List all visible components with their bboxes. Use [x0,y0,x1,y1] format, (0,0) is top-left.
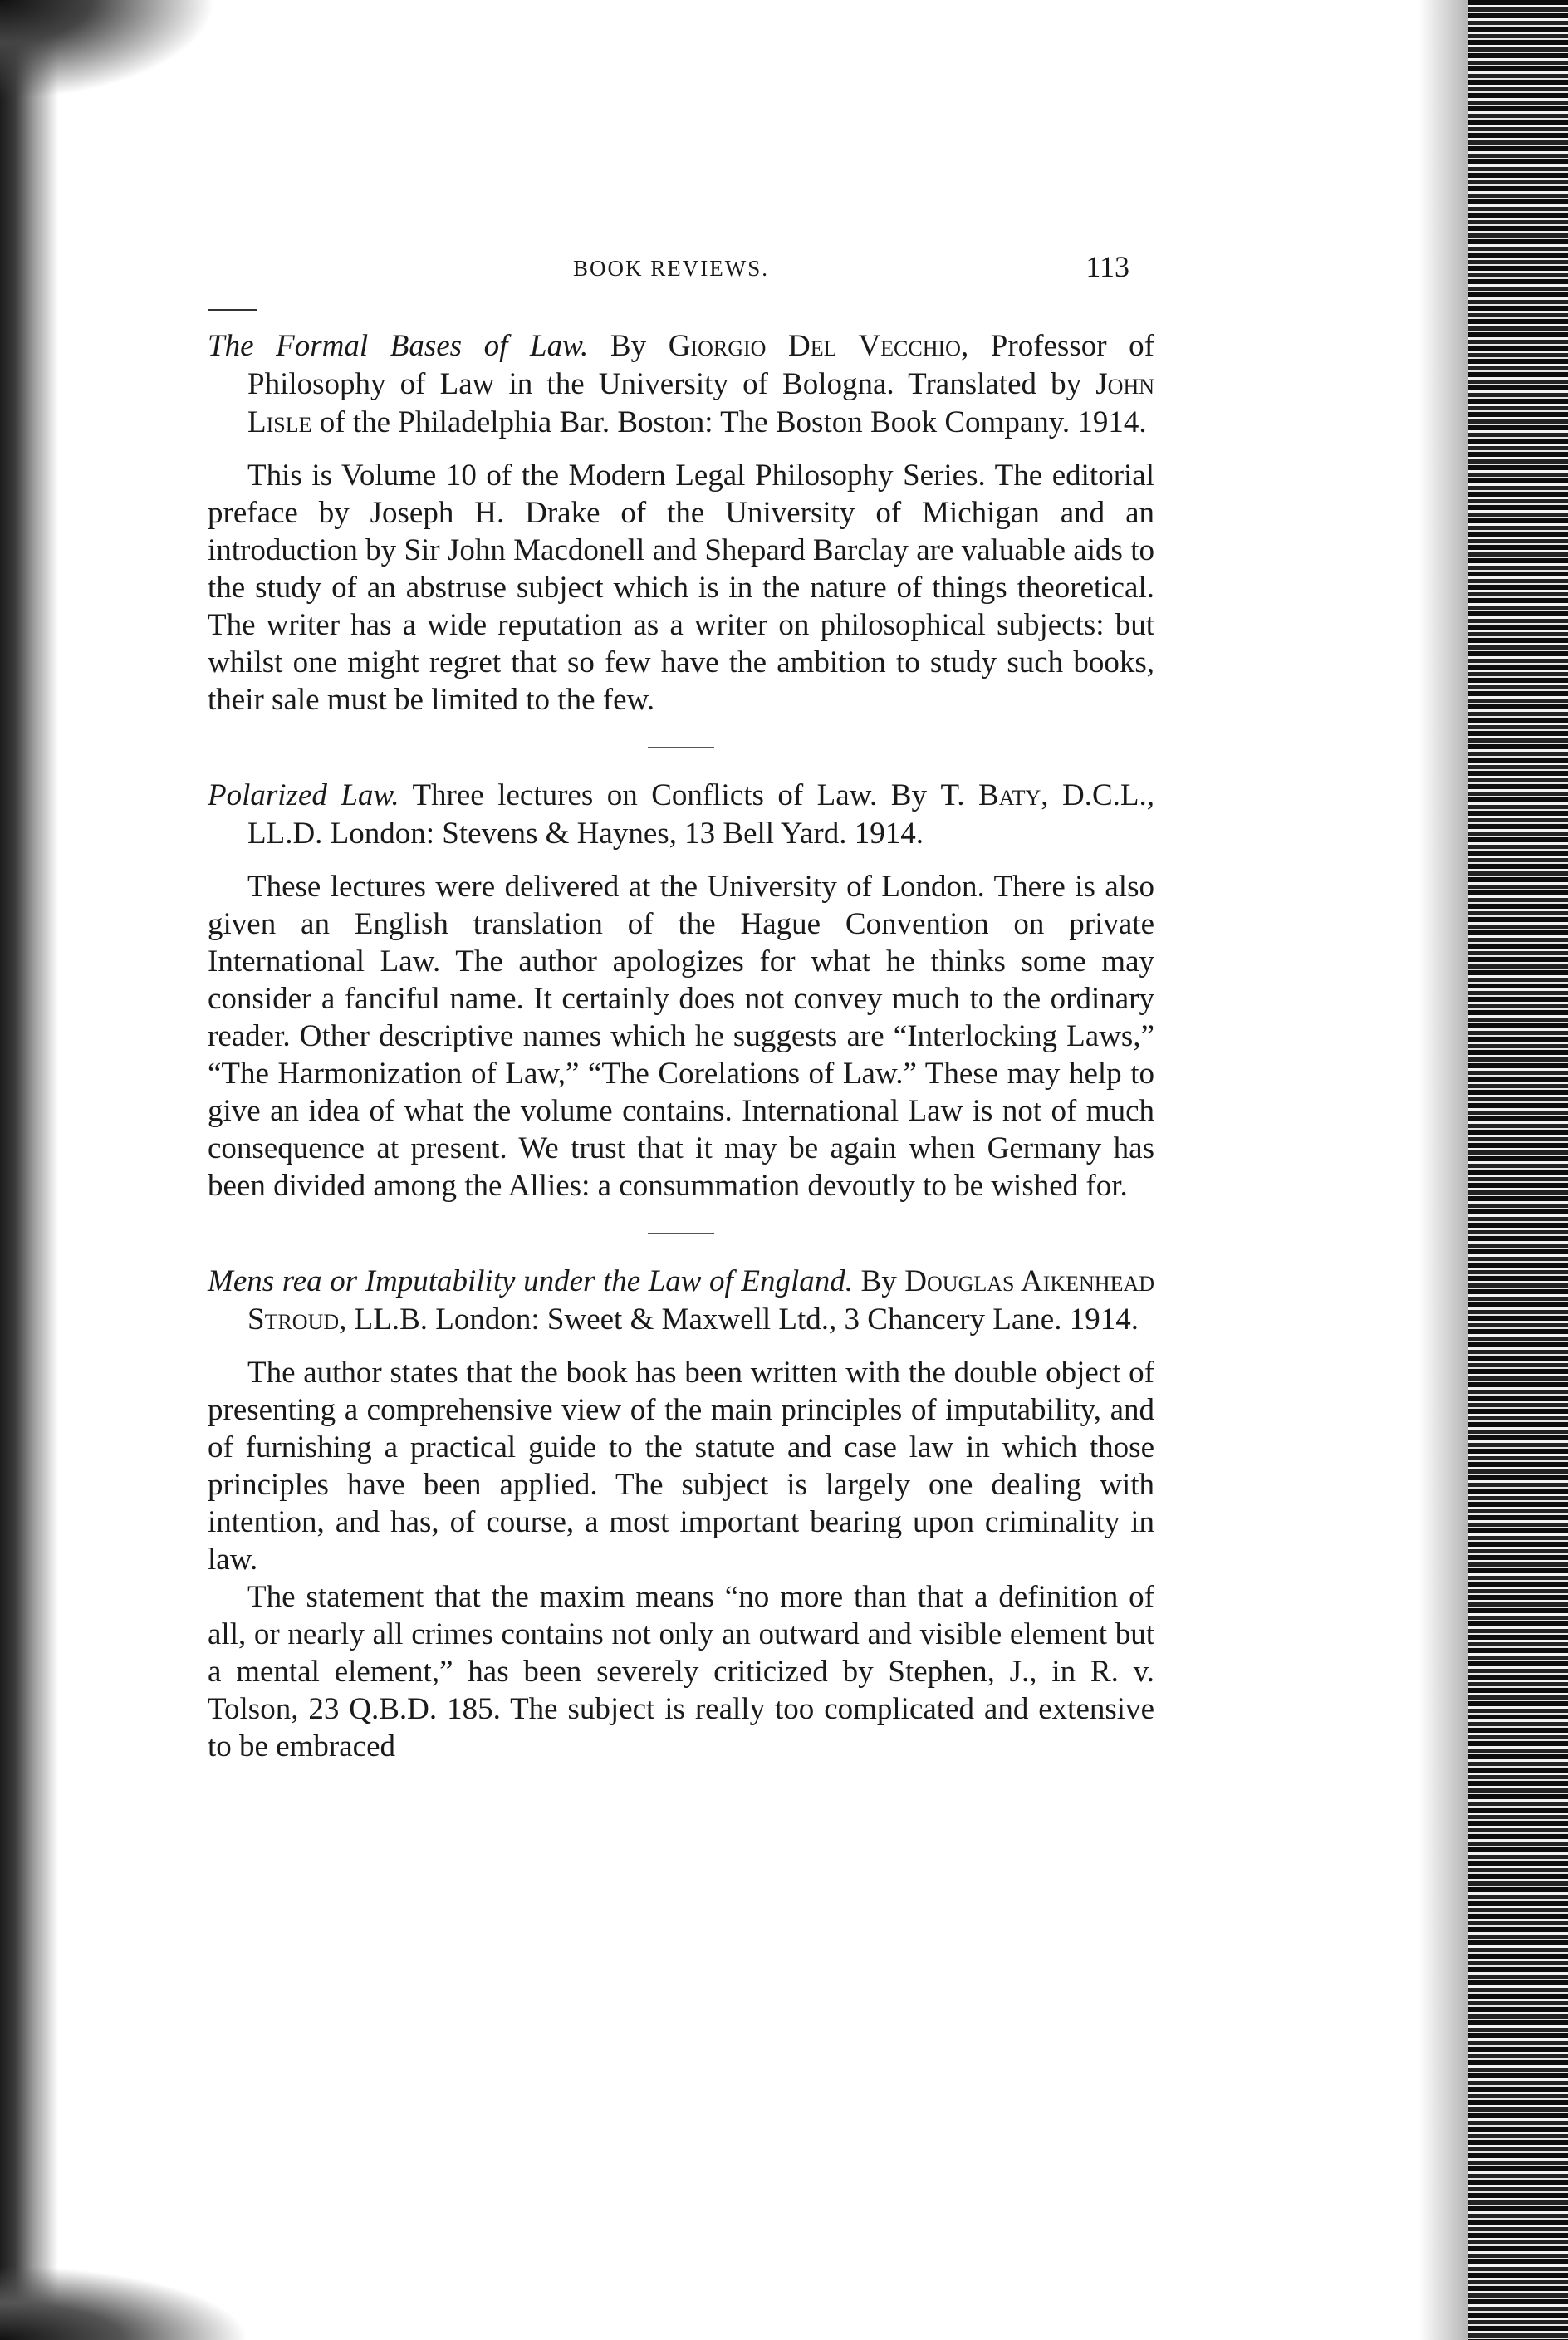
header-rule [208,309,257,311]
scan-shadow-right [1419,0,1468,2340]
book-title: Mens rea or Imputability under the Law of England. [208,1264,853,1298]
review-paragraph: These lectures were delivered at the University of London. There is also given an English translation of the Hague Convention on private International Law. The author apologizes for what he thinks some may consider a fanciful name. It certainly does not convey much to the ordinary reader. Other descriptive names which he suggests are “Interlocking Laws,” “The Harmonization of Law,” “The Corelations of Law.” These may help to give an idea of what the volume contains. International Law is not of much consequence at present. We trust that it may be again when Germany has been divided among the Allies: a consummation devoutly to be wished for. [208,870,1154,1203]
scan-corner-bottom-left [0,2265,249,2340]
page-number: 113 [1085,250,1129,283]
review-mens-rea [208,1263,1154,1765]
book-title: Polarized Law. [208,778,399,812]
review-polarized-law [208,777,1154,1204]
book-author: Giorgio Del Vecchio [668,329,961,363]
scan-edge-right [1468,0,1568,2340]
book-translator: John Lisle [247,367,1154,439]
review-paragraph: The statement that the maxim means “no more than that a definition of all, or nearly all crimes contains not only an outward and visible element but a mental element,” has been severely criticized by Stephen, J., in R. v. Tolson, 23 Q.B.D. 185. The subject is really too complicated and extensive to be embraced [208,1580,1154,1764]
scan-edge-left [0,0,58,2340]
running-head [208,249,1154,299]
running-title: BOOK REVIEWS. [573,256,769,281]
review-paragraph: This is Volume 10 of the Modern Legal Philosophy Series. The editorial preface by Joseph H. Drake of the University of Michigan and an introduction by Sir John Macdonell and Shepard Barclay are valuable aids to the study of an abstruse subject which is in the nature of things theoretical. The writer has a wide reputation as a writer on philosophical subjects: but whilst one might regret that so few have the ambition to study such books, their sale must be limited to the few. [208,459,1154,717]
book-page [208,249,1154,1765]
book-author: Douglas Aikenhead Stroud [247,1264,1155,1337]
review-heading: The Formal Bases of Law. By Giorgio Del Vecchio, Professor of Philosophy of Law in the University of Bologna. Translated by John Lisle of the Philadelphia Bar. Boston: The Boston Book Company. 1914. [208,329,1154,439]
book-author: T. Baty [940,778,1041,812]
section-divider [648,1233,714,1234]
section-divider [648,747,714,748]
book-title: The Formal Bases of Law. [208,329,589,363]
scan-corner-top-left [0,0,216,100]
review-paragraph: The author states that the book has been written with the double object of presenting a comprehensive view of the main principles of imputability, and of furnishing a practical guide to the statute and case law in which those principles have been applied. The subject is largely one dealing with intention, and has, of course, a most important bearing upon criminality in law. [208,1356,1154,1577]
review-heading: Polarized Law. Three lectures on Conflicts of Law. By T. Baty, D.C.L., LL.D. London: Stevens & Haynes, 13 Bell Yard. 1914. [208,778,1155,851]
review-formal-bases-of-law [208,327,1154,719]
review-heading: Mens rea or Imputability under the Law of England. By Douglas Aikenhead Stroud, LL.B. London: Sweet & Maxwell Ltd., 3 Chancery Lane. 1914. [208,1264,1155,1337]
